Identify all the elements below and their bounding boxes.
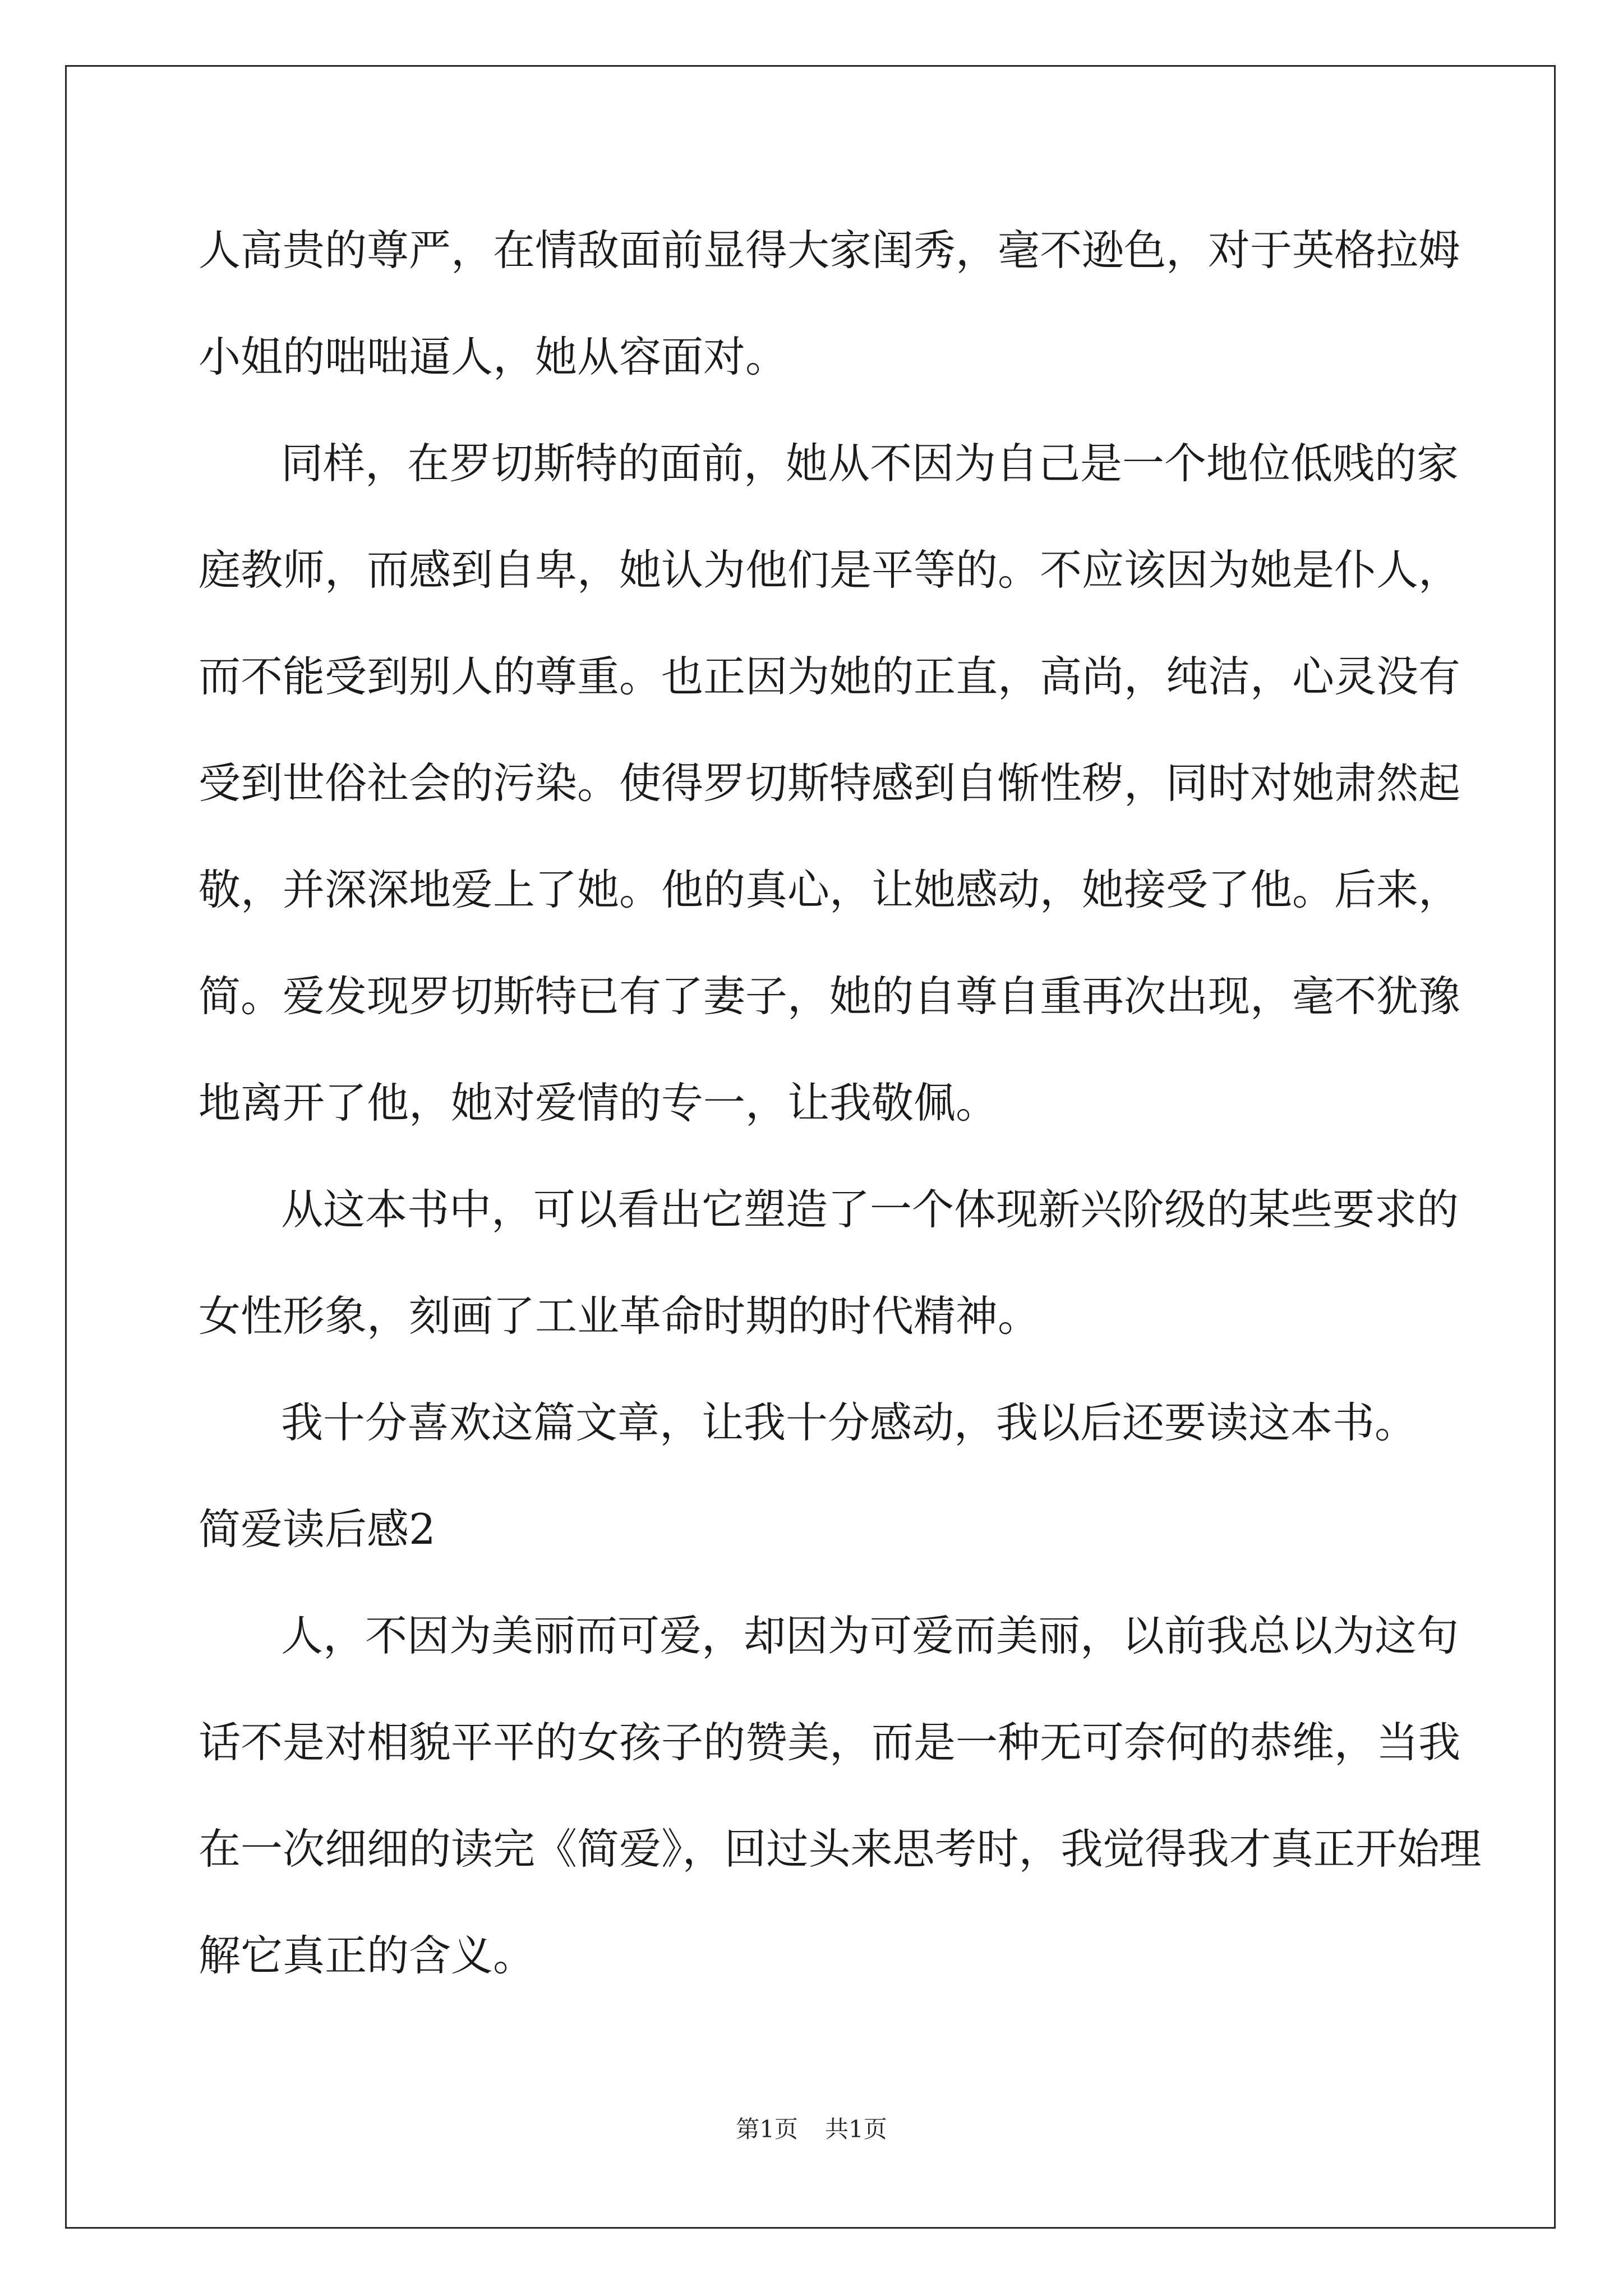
page-footer xyxy=(0,2113,1623,2146)
paragraph-start-line: 从这本书中，可以看出它塑造了一个体现新兴阶级的某些要求的 xyxy=(281,1185,1459,1234)
text-line: 庭教师，而感到自卑，她认为他们是平等的。不应该因为她是仆人， xyxy=(199,545,1461,595)
paragraph-start-line: 人，不因为美丽而可爱，却因为可爱而美丽，以前我总以为这句 xyxy=(281,1611,1459,1660)
paragraph-start-line: 我十分喜欢这篇文章，让我十分感动，我以后还要读这本书。 xyxy=(281,1398,1417,1447)
text-line: 而不能受到别人的尊重。也正因为她的正直，高尚，纯洁，心灵没有 xyxy=(199,652,1461,701)
text-line: 地离开了他，她对爱情的专一，让我敬佩。 xyxy=(199,1078,998,1128)
text-line: 在一次细细的读完《简爱》，回过头来思考时，我觉得我才真正开始理 xyxy=(199,1824,1482,1874)
section-heading: 简爱读后感2 xyxy=(199,1504,436,1554)
text-line: 小姐的咄咄逼人，她从容面对。 xyxy=(199,332,788,381)
text-line: 简。爱发现罗切斯特已有了妻子，她的自尊自重再次出现，毫不犹豫 xyxy=(199,972,1461,1021)
text-line: 受到世俗社会的污染。使得罗切斯特感到自惭性秽，同时对她肃然起 xyxy=(199,758,1461,808)
total-pages: 共1页 xyxy=(825,2115,887,2143)
document-body xyxy=(199,217,1482,2029)
text-line: 话不是对相貌平平的女孩子的赞美，而是一种无可奈何的恭维，当我 xyxy=(199,1718,1461,1767)
text-line: 人高贵的尊严，在情敌面前显得大家闺秀，毫不逊色，对于英格拉姆 xyxy=(199,226,1461,275)
text-line: 女性形象，刻画了工业革命时期的时代精神。 xyxy=(199,1291,1040,1341)
page-number: 第1页 xyxy=(736,2115,798,2143)
paragraph-start-line: 同样，在罗切斯特的面前，她从不因为自己是一个地位低贱的家 xyxy=(281,439,1459,488)
text-line: 解它真正的含义。 xyxy=(199,1931,536,1980)
text-line: 敬，并深深地爱上了她。他的真心，让她感动，她接受了他。后来， xyxy=(199,865,1461,914)
